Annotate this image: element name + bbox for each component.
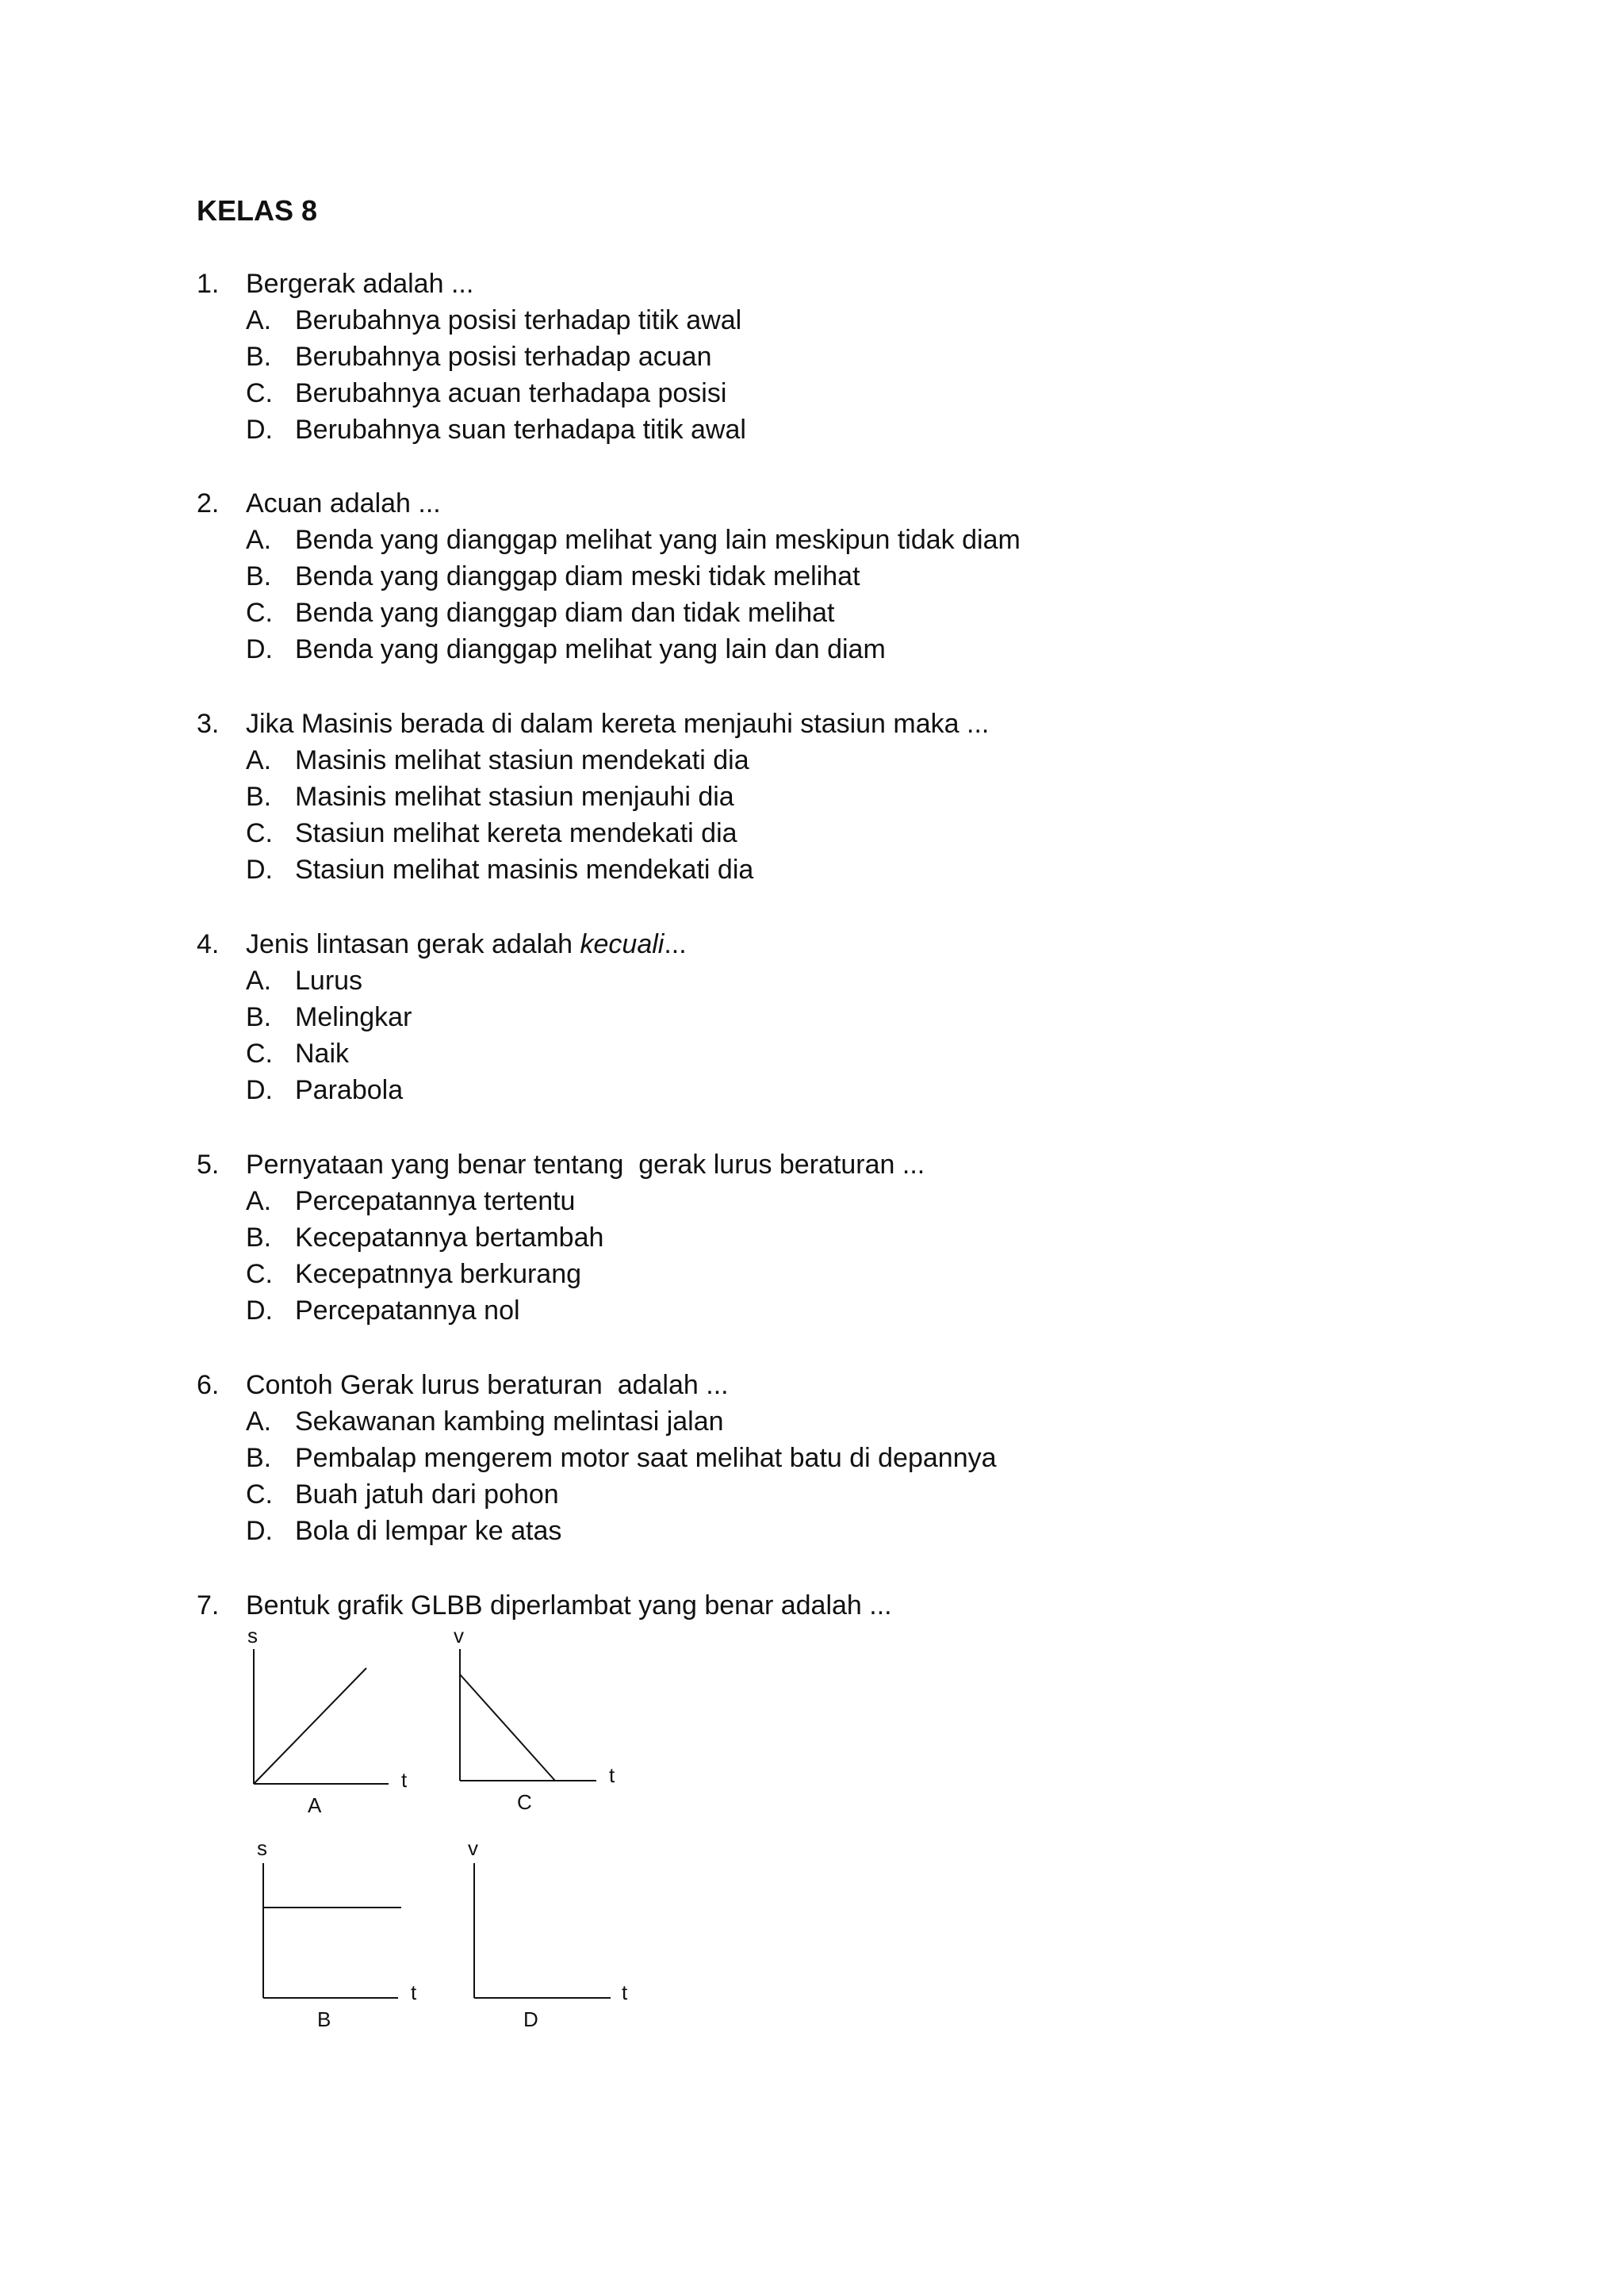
option-letter: A.	[246, 305, 272, 335]
option-b	[197, 339, 1505, 375]
question-number: 1.	[197, 269, 220, 299]
option-letter: C.	[246, 598, 273, 628]
option-letter: D.	[246, 1295, 273, 1326]
option-d	[197, 1292, 1505, 1329]
option-a	[197, 742, 1505, 779]
option-d	[197, 631, 1505, 668]
question-2	[197, 485, 1505, 668]
option-text: Berubahnya suan terhadapa titik awal	[295, 415, 746, 445]
graph-d-caption: D	[523, 2007, 538, 2031]
option-b	[197, 999, 1505, 1035]
option-a	[197, 962, 1505, 999]
option-letter: A.	[246, 1186, 272, 1216]
option-b	[197, 1219, 1505, 1256]
option-text: Stasiun melihat masinis mendekati dia	[295, 855, 754, 885]
option-letter: B.	[246, 1443, 272, 1473]
option-c	[197, 1256, 1505, 1292]
option-letter: D.	[246, 415, 273, 445]
graph-c	[454, 1624, 615, 1814]
option-text: Percepatannya nol	[295, 1295, 520, 1326]
option-text: Percepatannya tertentu	[295, 1186, 576, 1216]
question-number: 5.	[197, 1150, 220, 1180]
option-letter: A.	[246, 966, 272, 996]
option-c	[197, 595, 1505, 631]
option-text: Pembalap mengerem motor saat melihat batu di depannya	[295, 1443, 997, 1473]
graphs-svg	[238, 1617, 650, 2045]
option-text: Melingkar	[295, 1002, 412, 1032]
option-b	[197, 558, 1505, 595]
question-text	[246, 926, 1505, 962]
option-text: Berubahnya acuan terhadapa posisi	[295, 378, 727, 408]
graph-d-y-label: v	[468, 1836, 478, 1860]
option-text: Naik	[295, 1039, 350, 1069]
question-5	[197, 1146, 1505, 1329]
option-text: Benda yang dianggap melihat yang lain meskipun tidak diam	[295, 525, 1021, 555]
option-letter: D.	[246, 1516, 273, 1546]
graph-a-line	[254, 1668, 366, 1784]
graph-c-y-label: v	[454, 1624, 464, 1647]
question-3	[197, 706, 1505, 888]
option-letter: B.	[246, 1223, 272, 1253]
option-letter: C.	[246, 1259, 273, 1289]
option-letter: B.	[246, 342, 272, 372]
option-c	[197, 1476, 1505, 1513]
option-letter: C.	[246, 1039, 273, 1069]
option-text: Benda yang dianggap diam dan tidak melihat	[295, 598, 835, 628]
option-letter: B.	[246, 561, 272, 591]
question-text: Bentuk grafik GLBB diperlambat yang benar adalah ...	[246, 1590, 892, 1621]
graph-a-y-label: s	[247, 1624, 258, 1647]
option-letter: C.	[246, 818, 273, 848]
question-text-prefix: Jenis lintasan gerak adalah	[246, 929, 580, 959]
option-d	[197, 851, 1505, 888]
question-6	[197, 1367, 1505, 1549]
option-letter: B.	[246, 782, 272, 812]
option-text: Lurus	[295, 966, 363, 996]
option-text: Stasiun melihat kereta mendekati dia	[295, 818, 737, 848]
option-a	[197, 522, 1505, 558]
option-letter: B.	[246, 1002, 272, 1032]
option-c	[197, 815, 1505, 851]
option-text: Benda yang dianggap diam meski tidak melihat	[295, 561, 860, 591]
option-d	[197, 1072, 1505, 1108]
option-text: Masinis melihat stasiun mendekati dia	[295, 745, 749, 775]
question-text: Contoh Gerak lurus beraturan adalah ...	[246, 1370, 729, 1400]
option-letter: D.	[246, 1075, 273, 1105]
question-text: Bergerak adalah ...	[246, 269, 474, 299]
option-c	[197, 375, 1505, 411]
option-a	[197, 1403, 1505, 1440]
graph-b-caption: B	[317, 2007, 331, 2031]
option-text: Parabola	[295, 1075, 404, 1105]
question-text-suffix: ...	[664, 929, 687, 959]
question-number: 2.	[197, 488, 220, 519]
question-7-graphs	[238, 1617, 650, 2045]
option-letter: D.	[246, 855, 273, 885]
graph-c-caption: C	[517, 1790, 532, 1814]
question-1	[197, 266, 1505, 448]
option-letter: C.	[246, 1479, 273, 1510]
graph-b-x-label: t	[411, 1980, 417, 2004]
graph-a	[247, 1624, 408, 1817]
option-letter: D.	[246, 634, 273, 664]
graph-a-caption: A	[308, 1793, 322, 1817]
option-text: Berubahnya posisi terhadap acuan	[295, 342, 712, 372]
question-text: Jika Masinis berada di dalam kereta menjauhi stasiun maka ...	[246, 709, 990, 739]
option-text: Bola di lempar ke atas	[295, 1516, 562, 1546]
graph-c-line	[460, 1674, 555, 1781]
option-letter: A.	[246, 525, 272, 555]
option-b	[197, 779, 1505, 815]
graph-b	[257, 1836, 417, 2031]
option-text: Masinis melihat stasiun menjauhi dia	[295, 782, 734, 812]
question-text: Pernyataan yang benar tentang gerak lurus beraturan ...	[246, 1150, 925, 1180]
option-a	[197, 302, 1505, 339]
question-number: 7.	[197, 1590, 220, 1621]
graph-b-y-label: s	[257, 1836, 267, 1860]
question-text-emphasis: kecuali	[580, 929, 665, 959]
option-d	[197, 411, 1505, 448]
option-text: Kecepatannya bertambah	[295, 1223, 604, 1253]
option-text: Benda yang dianggap melihat yang lain dan diam	[295, 634, 886, 664]
option-text: Berubahnya posisi terhadap titik awal	[295, 305, 742, 335]
option-text: Buah jatuh dari pohon	[295, 1479, 559, 1510]
option-letter: A.	[246, 745, 272, 775]
question-number: 3.	[197, 709, 220, 739]
question-number: 6.	[197, 1370, 220, 1400]
option-text: Sekawanan kambing melintasi jalan	[295, 1406, 724, 1437]
graph-d-x-label: t	[622, 1980, 628, 2004]
option-text: Kecepatnnya berkurang	[295, 1259, 582, 1289]
document-title: KELAS 8	[197, 194, 318, 227]
graph-d	[468, 1836, 628, 2031]
graph-a-x-label: t	[401, 1768, 408, 1792]
option-a	[197, 1183, 1505, 1219]
question-4	[197, 926, 1505, 1108]
question-number: 4.	[197, 929, 220, 959]
option-letter: A.	[246, 1406, 272, 1437]
option-letter: C.	[246, 378, 273, 408]
option-b	[197, 1440, 1505, 1476]
graph-c-x-label: t	[609, 1763, 615, 1787]
option-d	[197, 1513, 1505, 1549]
option-c	[197, 1035, 1505, 1072]
question-text: Acuan adalah ...	[246, 488, 441, 519]
